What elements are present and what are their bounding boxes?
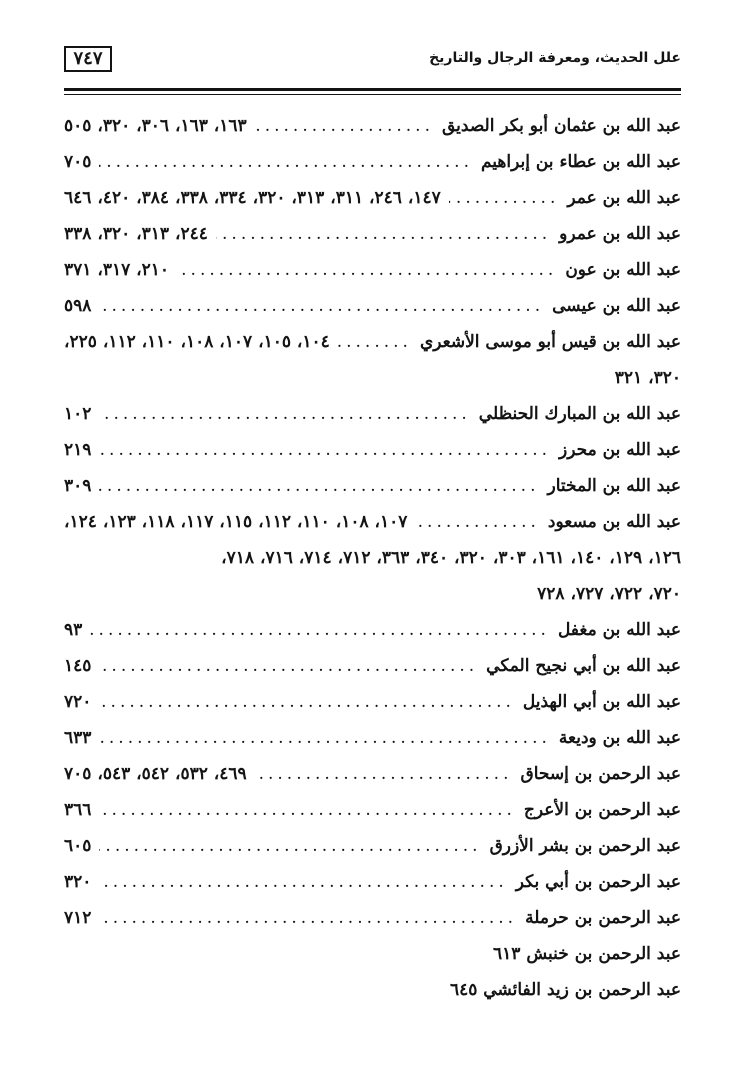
dot-leader <box>99 648 478 684</box>
index-entry <box>64 432 681 468</box>
dot-leader <box>99 396 470 432</box>
dot-leader <box>255 108 434 144</box>
entry-name: عبد الرحمن بن خنبش ٦١٣ <box>493 944 681 964</box>
index-entry <box>64 252 681 288</box>
index-entry <box>64 648 681 684</box>
entry-pages-continuation: ٧٢٠، ٧٢٢، ٧٢٧، ٧٢٨ <box>537 584 681 604</box>
entry-pages: ٩٣ <box>64 620 83 640</box>
entry-pages: ٢١٠، ٣١٧، ٣٧١ <box>64 260 170 280</box>
entry-pages: ٧٢٠ <box>64 692 92 712</box>
dot-leader <box>99 144 473 180</box>
entry-name: عبد الله بن عمرو <box>559 224 681 244</box>
dot-leader <box>255 756 513 792</box>
dot-leader <box>415 504 539 540</box>
entry-pages: ٤٦٩، ٥٣٢، ٥٤٢، ٥٤٣، ٧٠٥ <box>64 764 247 784</box>
dot-leader <box>99 684 515 720</box>
index-entry <box>64 720 681 756</box>
entry-name: عبد الله بن المبارك الحنظلي <box>478 404 681 424</box>
entry-pages: ١٠٢ <box>64 404 92 424</box>
dot-leader <box>216 216 551 252</box>
index-entry <box>64 396 681 432</box>
header-rule-thin <box>64 94 681 95</box>
entry-name: عبد الله بن عطاء بن إبراهيم <box>480 152 681 172</box>
entry-pages-continuation: ١٢٦، ١٢٩، ١٤٠، ١٦١، ٣٠٣، ٣٢٠، ٣٤٠، ٣٦٣، ٧١٢، ٧١٤، ٧١٦، ٧١٨، <box>221 548 681 568</box>
index-entry <box>64 612 681 648</box>
entry-pages: ١٦٣، ١٦٣، ٣٠٦، ٣٢٠، ٥٠٥ <box>64 116 247 136</box>
index-entry <box>64 756 681 792</box>
dot-leader <box>99 864 507 900</box>
entry-pages: ٥٩٨ <box>64 296 92 316</box>
entry-name: عبد الله بن عون <box>565 260 681 280</box>
entry-pages: ٦٠٥ <box>64 836 92 856</box>
entry-name: عبد الله بن عيسى <box>552 296 681 316</box>
page-number: ٧٤٧ <box>64 46 112 72</box>
entry-pages: ٣٦٦ <box>64 800 92 820</box>
index-entry <box>64 864 681 900</box>
index-entry <box>64 684 681 720</box>
entry-pages: ١٠٤، ١٠٥، ١٠٧، ١٠٨، ١١٠، ١١٢، ٢٢٥، <box>64 332 330 352</box>
index-entries <box>64 108 681 1008</box>
index-entry <box>64 936 681 972</box>
entry-name: عبد الله بن قيس أبو موسى الأشعري <box>419 332 681 352</box>
entry-name: عبد الله بن المختار <box>547 476 681 496</box>
entry-name: عبد الله بن عثمان أبو بكر الصديق <box>441 116 681 136</box>
dot-leader <box>90 612 550 648</box>
entry-pages: ١٤٧، ٢٤٦، ٣١١، ٣١٣، ٣٢٠، ٣٣٤، ٣٣٨، ٣٨٤، ٤٢٠، ٦٤٦ <box>64 188 441 208</box>
entry-name: عبد الرحمن بن الأعرج <box>523 800 681 820</box>
entry-pages: ٢٤٤، ٣١٣، ٣٢٠، ٣٣٨ <box>64 224 208 244</box>
index-entry <box>64 288 681 324</box>
dot-leader <box>99 288 544 324</box>
dot-leader <box>99 720 550 756</box>
entry-pages: ١٤٥ <box>64 656 92 676</box>
index-entry <box>64 468 681 504</box>
dot-leader <box>99 828 481 864</box>
entry-name: عبد الله بن أبي الهذيل <box>522 692 681 712</box>
index-entry <box>64 180 681 216</box>
entry-pages-continuation: ٣٢٠، ٣٢١ <box>614 368 681 388</box>
dot-leader <box>99 792 515 828</box>
entry-name: عبد الرحمن بن حرملة <box>525 908 681 928</box>
index-entry <box>64 972 681 1008</box>
index-entry <box>64 144 681 180</box>
entry-pages: ٧١٢ <box>64 908 92 928</box>
entry-name: عبد الرحمن بن أبي بكر <box>515 872 681 892</box>
dot-leader <box>99 432 551 468</box>
index-entry <box>64 216 681 252</box>
dot-leader <box>177 252 557 288</box>
entry-name: عبد الله بن عمر <box>567 188 681 208</box>
entry-pages: ٢١٩ <box>64 440 92 460</box>
running-header <box>64 46 681 76</box>
book-title: علل الحديث، ومعرفة الرجال والتاريخ <box>429 50 681 66</box>
index-entry <box>64 108 681 144</box>
entry-name: عبد الله بن أبي نجيح المكي <box>486 656 681 676</box>
entry-pages: ٧٠٥ <box>64 152 92 172</box>
entry-name: عبد الله بن مسعود <box>547 512 681 532</box>
entry-name: عبد الله بن مغفل <box>557 620 681 640</box>
header-rule-thick <box>64 88 681 91</box>
dot-leader <box>449 180 560 216</box>
entry-name: عبد الرحمن بن بشر الأزرق <box>489 836 681 856</box>
entry-pages: ٦٣٣ <box>64 728 92 748</box>
entry-name: عبد الرحمن بن إسحاق <box>520 764 681 784</box>
entry-name: عبد الله بن وديعة <box>558 728 681 748</box>
entry-pages: ٣٢٠ <box>64 872 92 892</box>
dot-leader <box>338 324 412 360</box>
entry-name: عبد الله بن محرز <box>559 440 681 460</box>
index-entry <box>64 324 681 360</box>
dot-leader <box>99 468 539 504</box>
entry-pages: ٣٠٩ <box>64 476 92 496</box>
index-entry <box>64 900 681 936</box>
dot-leader <box>99 900 517 936</box>
index-entry <box>64 792 681 828</box>
index-entry <box>64 828 681 864</box>
entry-name: عبد الرحمن بن زيد الفائشي ٦٤٥ <box>449 980 681 1000</box>
index-entry <box>64 504 681 540</box>
entry-pages: ١٠٧، ١٠٨، ١١٠، ١١٢، ١١٥، ١١٧، ١١٨، ١٢٣، ١٢٤، <box>64 512 408 532</box>
